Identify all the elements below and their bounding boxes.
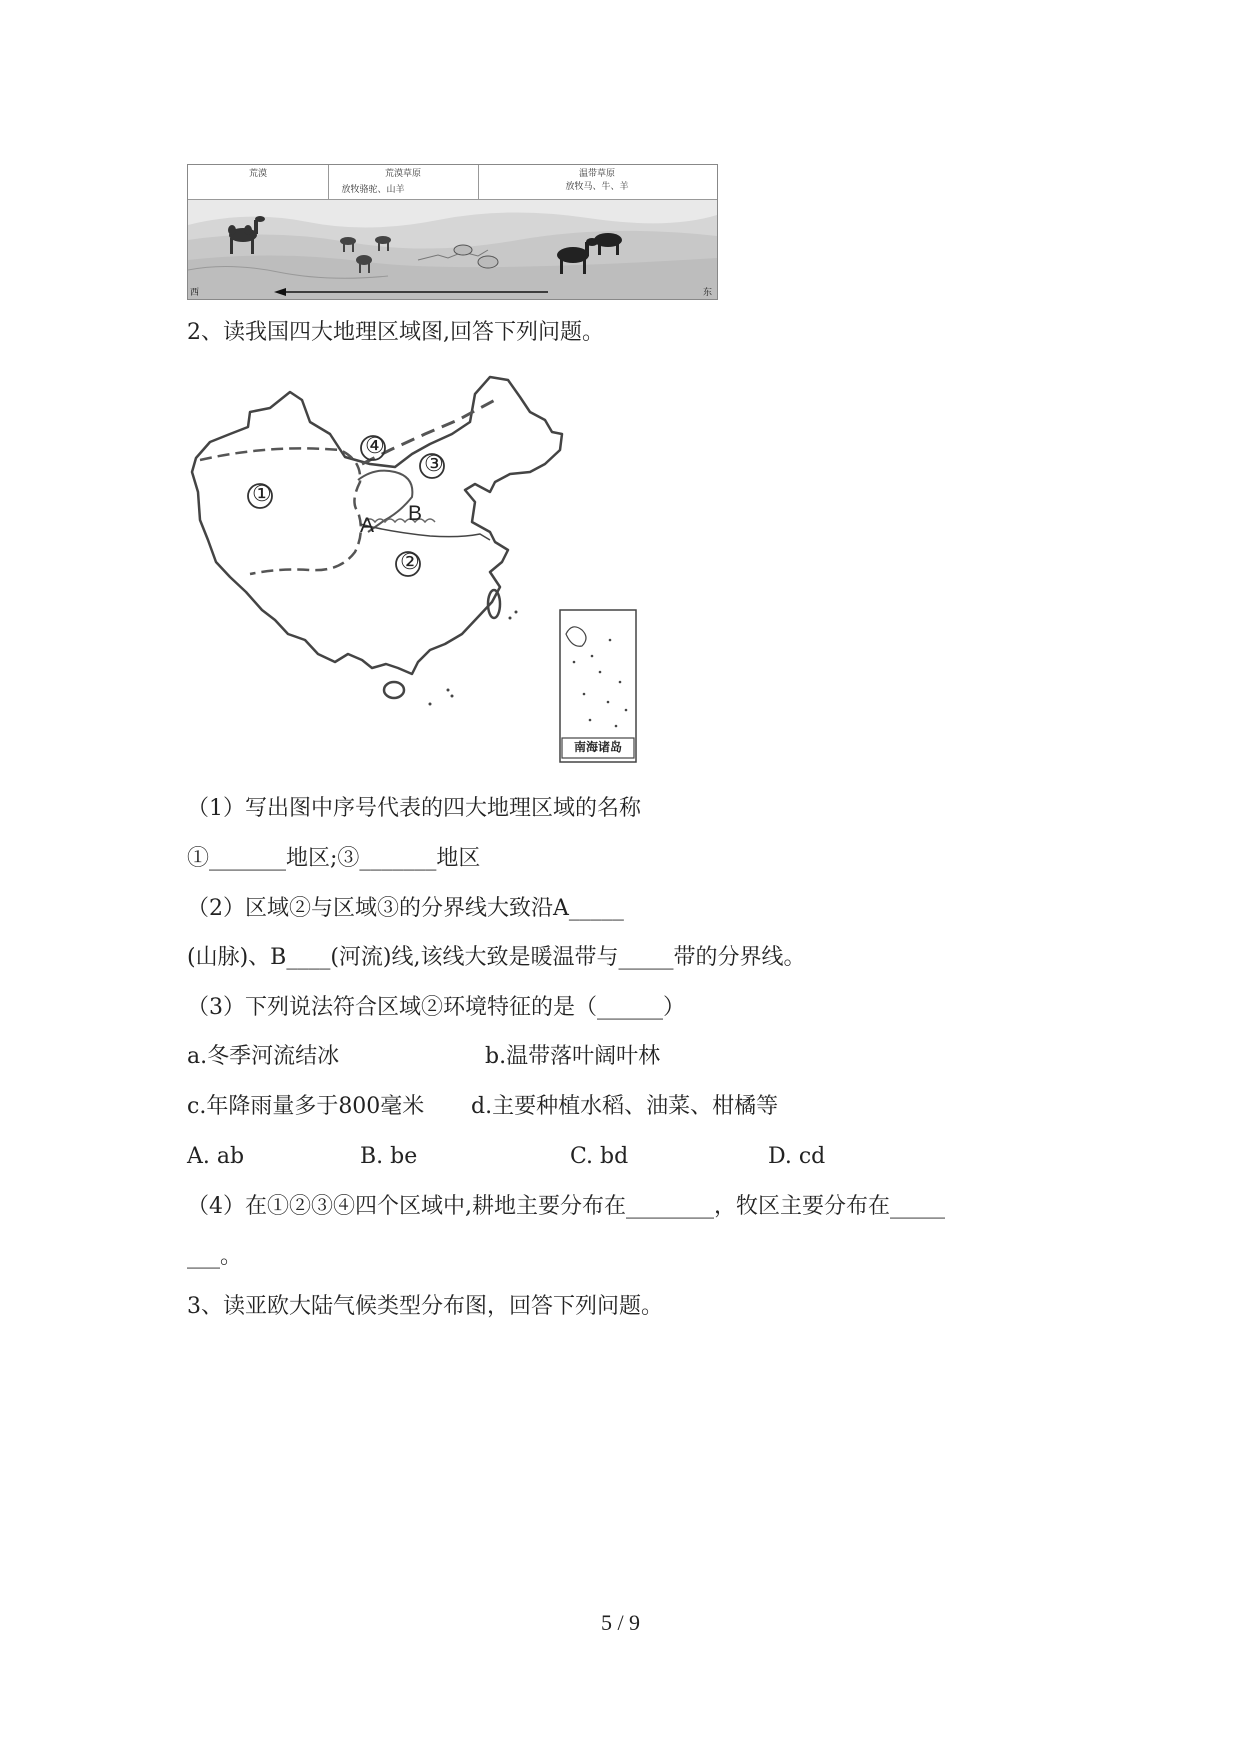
- choice-c: C. bd: [570, 1144, 629, 1169]
- point-a-label: A: [360, 514, 375, 537]
- q2-title: 2、读我国四大地理区域图,回答下列问题。: [187, 320, 604, 345]
- option-d: d.主要种植水稻、油菜、柑橘等: [471, 1094, 779, 1119]
- q2-sub2-line2: (山脉)、B____(河流)线,该线大致是暖温带与_____带的分界线。: [187, 945, 806, 970]
- zone-desert-steppe-name: 荒漠草原: [384, 169, 421, 179]
- choice-d: D. cd: [768, 1144, 826, 1169]
- q2-sub1-answer: ①_______地区;③_______地区: [187, 846, 481, 871]
- q2-sub4-line1: （4）在①②③④四个区域中,耕地主要分布在________，牧区主要分布在_____: [187, 1194, 945, 1219]
- page-number: 5 / 9: [600, 1610, 641, 1635]
- east-label: 东: [703, 288, 713, 298]
- option-b: b.温带落叶阔叶林: [485, 1044, 661, 1069]
- point-b-label: B: [408, 502, 423, 525]
- region-4-label: ④: [365, 434, 385, 459]
- strip-header: [188, 165, 717, 200]
- landscape-illustration: [188, 200, 717, 299]
- choice-a: A. ab: [187, 1144, 245, 1169]
- region-2-label: ②: [400, 550, 420, 575]
- china-regions-map: [190, 372, 640, 770]
- choice-b: B. be: [360, 1144, 418, 1169]
- q2-sub4-line2: ___。: [187, 1244, 243, 1269]
- zone-temperate-steppe: [478, 165, 716, 199]
- q2-sub3: （3）下列说法符合区域②环境特征的是（______）: [187, 995, 685, 1020]
- q2-sub2-line1: （2）区域②与区域③的分界线大致沿A_____: [187, 896, 624, 921]
- option-a: a.冬季河流结冰: [187, 1044, 340, 1069]
- q3-title: 3、读亚欧大陆气候类型分布图，回答下列问题。: [187, 1294, 663, 1319]
- region-3-label: ③: [424, 452, 444, 477]
- region-1-label: ①: [252, 482, 272, 507]
- zone-temperate-steppe-sub: 放牧马、牛、羊: [565, 182, 629, 192]
- q2-sub1: （1）写出图中序号代表的四大地理区域的名称: [187, 796, 641, 821]
- zone-temperate-steppe-name: 温带草原: [578, 169, 615, 179]
- zone-desert-steppe-sub: 放牧骆驼、山羊: [341, 185, 405, 195]
- inset-label: 南海诸岛: [573, 740, 622, 754]
- grassland-strip-figure: [187, 164, 718, 300]
- option-c: c.年降雨量多于800毫米: [187, 1094, 425, 1119]
- west-label: 西: [190, 288, 200, 298]
- zone-desert-name: 荒漠: [248, 169, 267, 179]
